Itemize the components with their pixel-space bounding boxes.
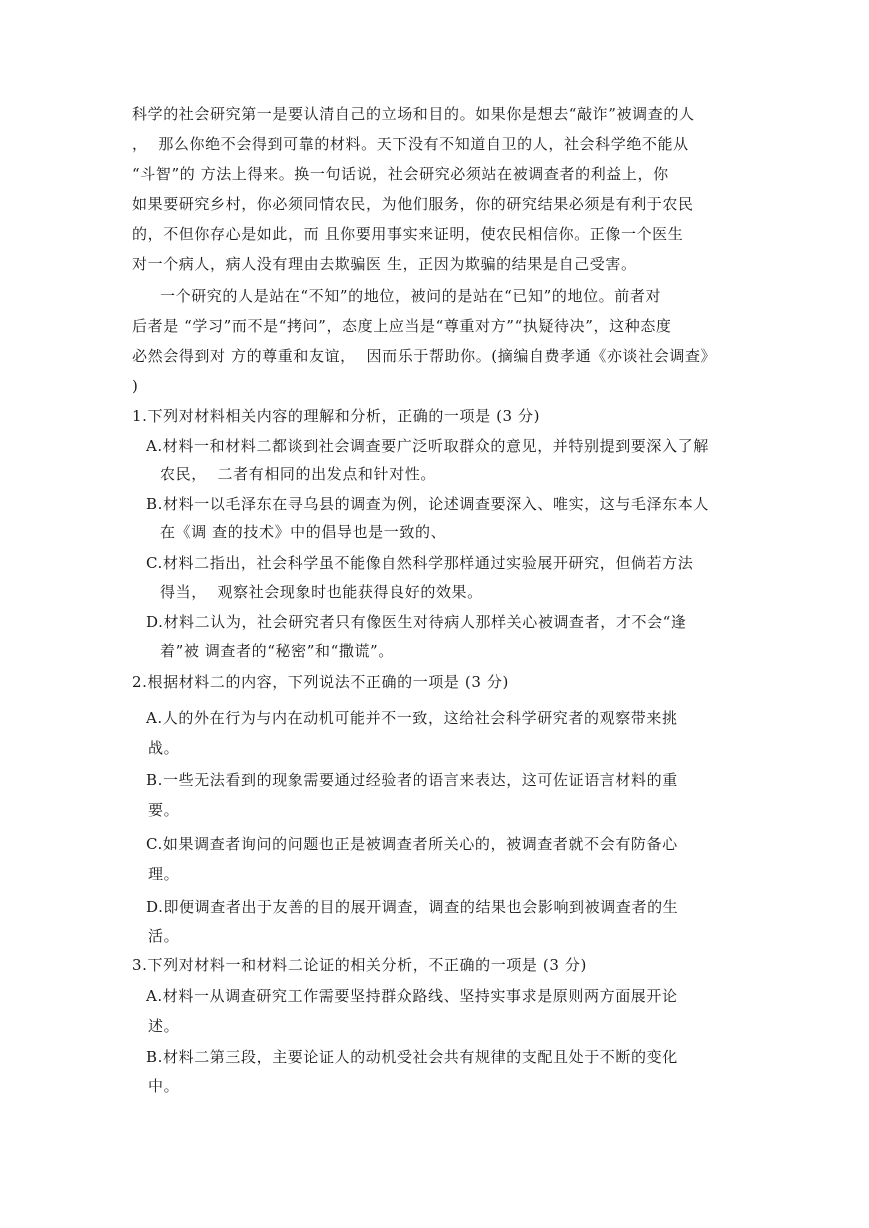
- option-a: A.材料一从调查研究工作需要坚持群众路线、坚持实事求是原则两方面展开论: [146, 987, 678, 1005]
- option-d-cont: 活。: [148, 927, 180, 945]
- text-line: ， 那么你绝不会得到可靠的材料。天下没有不知道自卫的人，社会科学绝不能从: [132, 135, 689, 153]
- option-b-cont: 中。: [148, 1077, 180, 1095]
- text-line: 后者是 “学习”而不是“拷问”，态度上应当是“尊重对方”“执疑待决”，这种态度: [132, 317, 672, 335]
- text-line: 对一个病人，病人没有理由去欺骗医 生，正因为欺骗的结果是自己受害。: [132, 255, 637, 273]
- option-a-cont: 战。: [148, 739, 180, 757]
- option-b: B.一些无法看到的现象需要通过经验者的语言来表达，这可佐证语言材料的重: [146, 771, 678, 789]
- option-d: D.材料二认为，社会研究者只有像医生对待病人那样关心被调查者，才不会“逢: [146, 613, 687, 631]
- option-d-cont: 着”被 调查者的“秘密”和“撒谎”。: [160, 642, 394, 660]
- option-c: C.如果调查者询问的问题也正是被调查者所关心的，被调查者就不会有防备心: [146, 835, 678, 853]
- option-a-cont: 农民， 二者有相同的出发点和针对性。: [160, 465, 436, 483]
- option-b-cont: 要。: [148, 801, 180, 819]
- option-b: B.材料二第三段，主要论证人的动机受社会共有规律的支配且处于不断的变化: [146, 1048, 678, 1066]
- text-line: 科学的社会研究第一是要认清自己的立场和目的。如果你是想去“敲诈”被调查的人: [132, 105, 695, 123]
- question-stem: 3.下列对材料一和材料二论证的相关分析，不正确的一项是 (3 分): [132, 956, 587, 974]
- option-c-cont: 理。: [148, 865, 180, 883]
- option-b-cont: 在《调 查的技术》中的倡导也是一致的、: [160, 523, 447, 541]
- option-d: D.即便调查者出于友善的目的展开调查，调查的结果也会影响到被调查者的生: [146, 898, 679, 916]
- option-a: A.人的外在行为与内在动机可能并不一致，这给社会科学研究者的观察带来挑: [146, 709, 678, 727]
- text-line: 的，不但你存心是如此，而 且你要用事实来证明，使农民相信你。正像一个医生: [132, 225, 684, 243]
- option-b: B.材料一以毛泽东在寻乌县的调查为例，论述调查要深入、唯实，这与毛泽东本人: [146, 495, 709, 513]
- option-a-cont: 述。: [148, 1017, 180, 1035]
- text-line: 必然会得到对 方的尊重和友谊， 因而乐于帮助你。(摘编自费孝通《亦谈社会调查》: [132, 347, 717, 365]
- text-line: ): [132, 377, 139, 395]
- option-c-cont: 得当， 观察社会现象时也能获得良好的效果。: [160, 583, 483, 601]
- text-line: “斗智”的 方法上得来。换一句话说，社会研究必须站在被调查者的利益上，你: [132, 165, 669, 183]
- option-c: C.材料二指出，社会科学虽不能像自然科学那样通过实验展开研究，但倘若方法: [146, 554, 694, 572]
- question-stem: 1.下列对材料相关内容的理解和分析，正确的一项是 (3 分): [132, 407, 541, 425]
- question-stem: 2.根据材料二的内容，下列说法不正确的一项是 (3 分): [132, 673, 509, 691]
- text-line: 一个研究的人是站在“不知”的地位，被问的是站在“已知”的地位。前者对: [160, 287, 662, 305]
- option-a: A.材料一和材料二都谈到社会调查要广泛听取群众的意见，并特别提到要深入了解: [146, 437, 709, 455]
- text-line: 如果要研究乡村，你必须同情农民，为他们服务，你的研究结果必须是有利于农民: [132, 195, 694, 213]
